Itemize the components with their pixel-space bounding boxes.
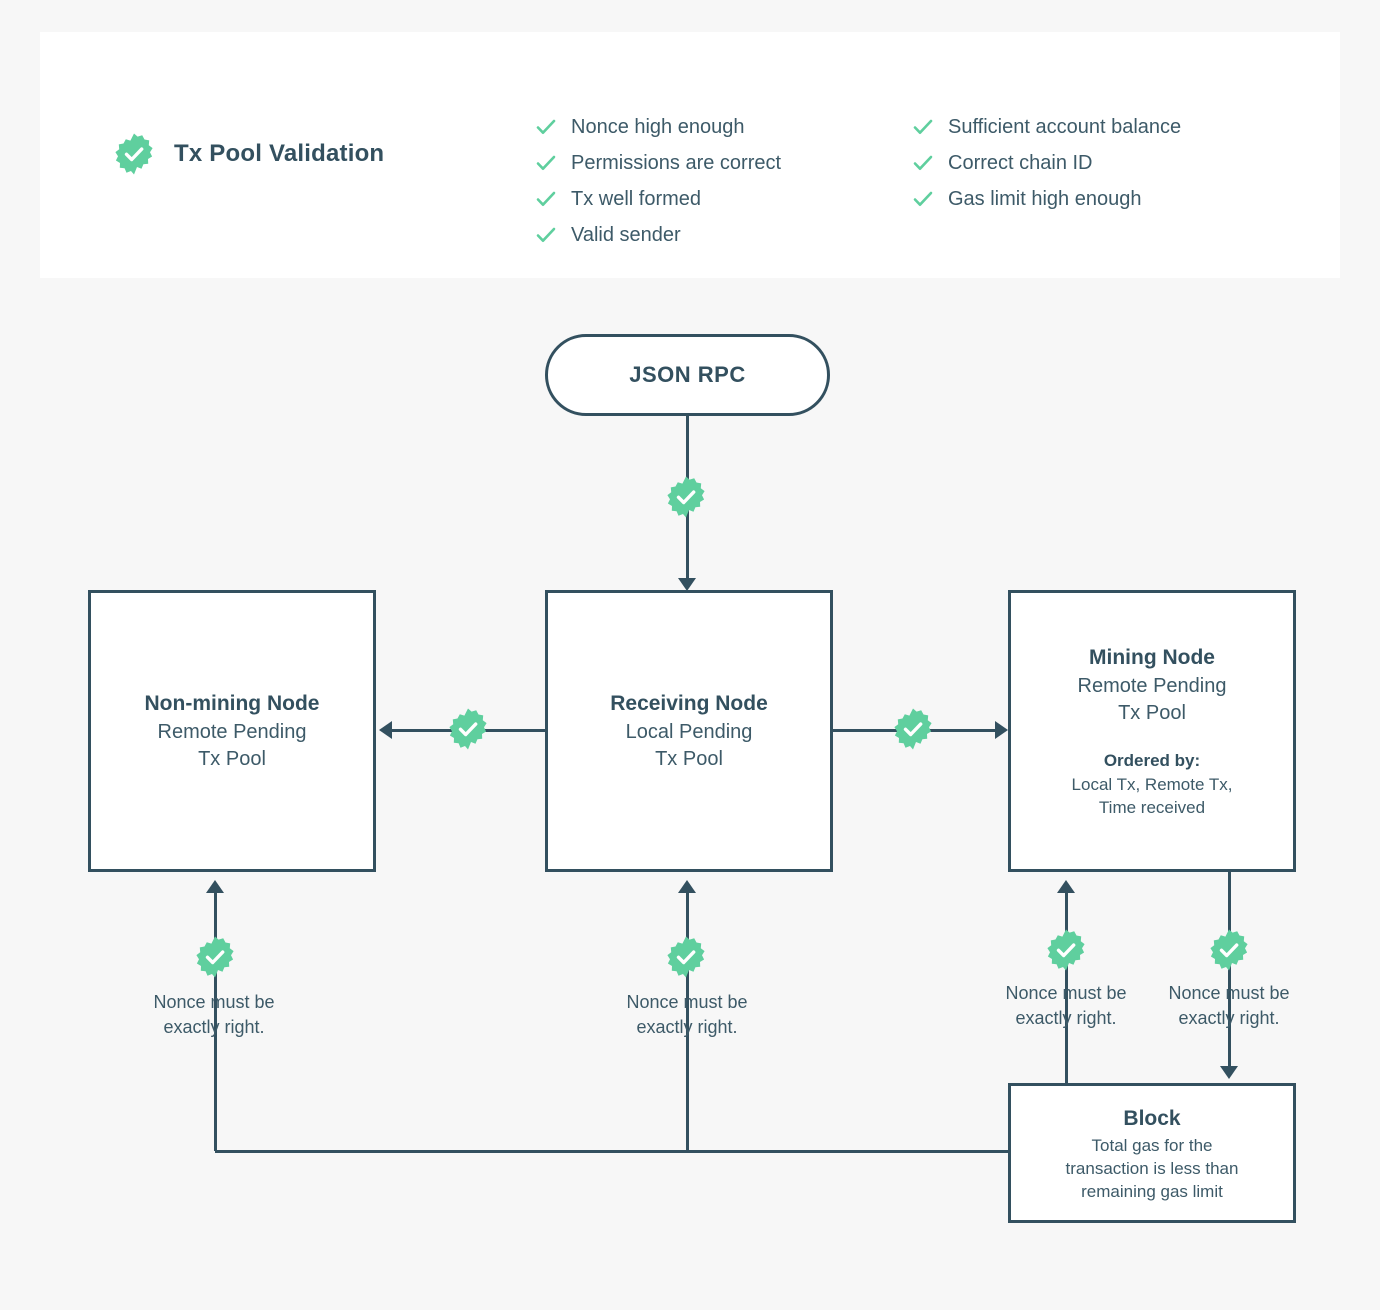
node-subtitle-line: Remote Pending bbox=[1077, 675, 1227, 697]
node-title: Non-mining Node bbox=[144, 692, 320, 715]
legend-item bbox=[535, 184, 781, 220]
legend-column-1 bbox=[535, 112, 781, 256]
legend-item bbox=[912, 148, 1181, 184]
caption-line: Nonce must be bbox=[1168, 983, 1290, 1003]
legend-title: Tx Pool Validation bbox=[174, 140, 385, 167]
caption-line: Nonce must be bbox=[1005, 983, 1127, 1003]
arrowhead-up bbox=[678, 880, 696, 893]
tx-pool-validation-legend bbox=[40, 32, 1340, 278]
node-subtitle-line: Tx Pool bbox=[198, 748, 266, 770]
legend-item-label: Permissions are correct bbox=[571, 152, 782, 174]
caption-nonce-receiving bbox=[587, 990, 787, 1040]
node-subtitle-line: Total gas for the bbox=[1091, 1135, 1213, 1155]
check-badge-icon bbox=[112, 132, 156, 176]
legend-item bbox=[535, 148, 781, 184]
check-badge-icon bbox=[891, 707, 935, 751]
node-title: Receiving Node bbox=[610, 692, 768, 715]
caption-nonce-nonmining bbox=[114, 990, 314, 1040]
node-subtitle-line: Tx Pool bbox=[1118, 702, 1186, 724]
node-mining[interactable] bbox=[1008, 590, 1296, 872]
connector-block-feedback-bus bbox=[215, 1150, 1010, 1153]
caption-line: exactly right. bbox=[636, 1017, 738, 1037]
check-badge-icon bbox=[664, 475, 708, 519]
legend-item bbox=[912, 112, 1181, 148]
caption-line: Nonce must be bbox=[626, 992, 748, 1012]
caption-line: exactly right. bbox=[1178, 1008, 1280, 1028]
legend-item-label: Valid sender bbox=[571, 224, 681, 246]
check-badge-icon bbox=[1044, 928, 1088, 972]
caption-line: exactly right. bbox=[163, 1017, 265, 1037]
node-subtitle-line: transaction is less than bbox=[1065, 1158, 1239, 1178]
legend-item-label: Tx well formed bbox=[571, 188, 702, 210]
check-icon bbox=[535, 152, 557, 174]
legend-item bbox=[535, 220, 781, 256]
arrowhead-down bbox=[1220, 1066, 1238, 1079]
legend-item-label: Gas limit high enough bbox=[948, 188, 1142, 210]
arrowhead-up bbox=[1057, 880, 1075, 893]
arrowhead-left bbox=[379, 721, 392, 739]
legend-item-label: Sufficient account balance bbox=[948, 116, 1182, 138]
node-title: Block bbox=[1123, 1106, 1181, 1130]
check-icon bbox=[535, 116, 557, 138]
legend-item-label: Correct chain ID bbox=[948, 152, 1093, 174]
check-icon bbox=[912, 116, 934, 138]
legend-item-label: Nonce high enough bbox=[571, 116, 745, 138]
check-icon bbox=[912, 188, 934, 210]
node-json-rpc[interactable] bbox=[545, 334, 830, 416]
caption-nonce-block bbox=[1129, 981, 1329, 1031]
ordered-by-line: Time received bbox=[1098, 798, 1206, 817]
node-title: Mining Node bbox=[1089, 646, 1215, 669]
ordered-by-line: Local Tx, Remote Tx, bbox=[1071, 775, 1233, 794]
node-title: JSON RPC bbox=[629, 362, 746, 387]
check-badge-icon bbox=[193, 935, 237, 979]
caption-line: Nonce must be bbox=[153, 992, 275, 1012]
legend-item bbox=[535, 112, 781, 148]
node-subtitle-line: remaining gas limit bbox=[1081, 1181, 1223, 1201]
node-receiving[interactable] bbox=[545, 590, 833, 872]
node-non-mining[interactable] bbox=[88, 590, 376, 872]
check-badge-icon bbox=[446, 707, 490, 751]
check-badge-icon bbox=[1207, 928, 1251, 972]
check-icon bbox=[912, 152, 934, 174]
check-icon bbox=[535, 224, 557, 246]
arrowhead-right bbox=[995, 721, 1008, 739]
node-block[interactable] bbox=[1008, 1083, 1296, 1223]
arrowhead-up bbox=[206, 880, 224, 893]
check-badge-icon bbox=[664, 935, 708, 979]
legend-title-group bbox=[112, 132, 384, 176]
caption-line: exactly right. bbox=[1015, 1008, 1117, 1028]
node-subtitle-line: Tx Pool bbox=[655, 748, 723, 770]
node-subtitle-line: Local Pending bbox=[625, 721, 753, 743]
legend-item bbox=[912, 184, 1181, 220]
ordered-by-label: Ordered by: bbox=[1103, 751, 1201, 770]
check-icon bbox=[535, 188, 557, 210]
legend-column-2 bbox=[912, 112, 1181, 220]
node-subtitle-line: Remote Pending bbox=[157, 721, 307, 743]
